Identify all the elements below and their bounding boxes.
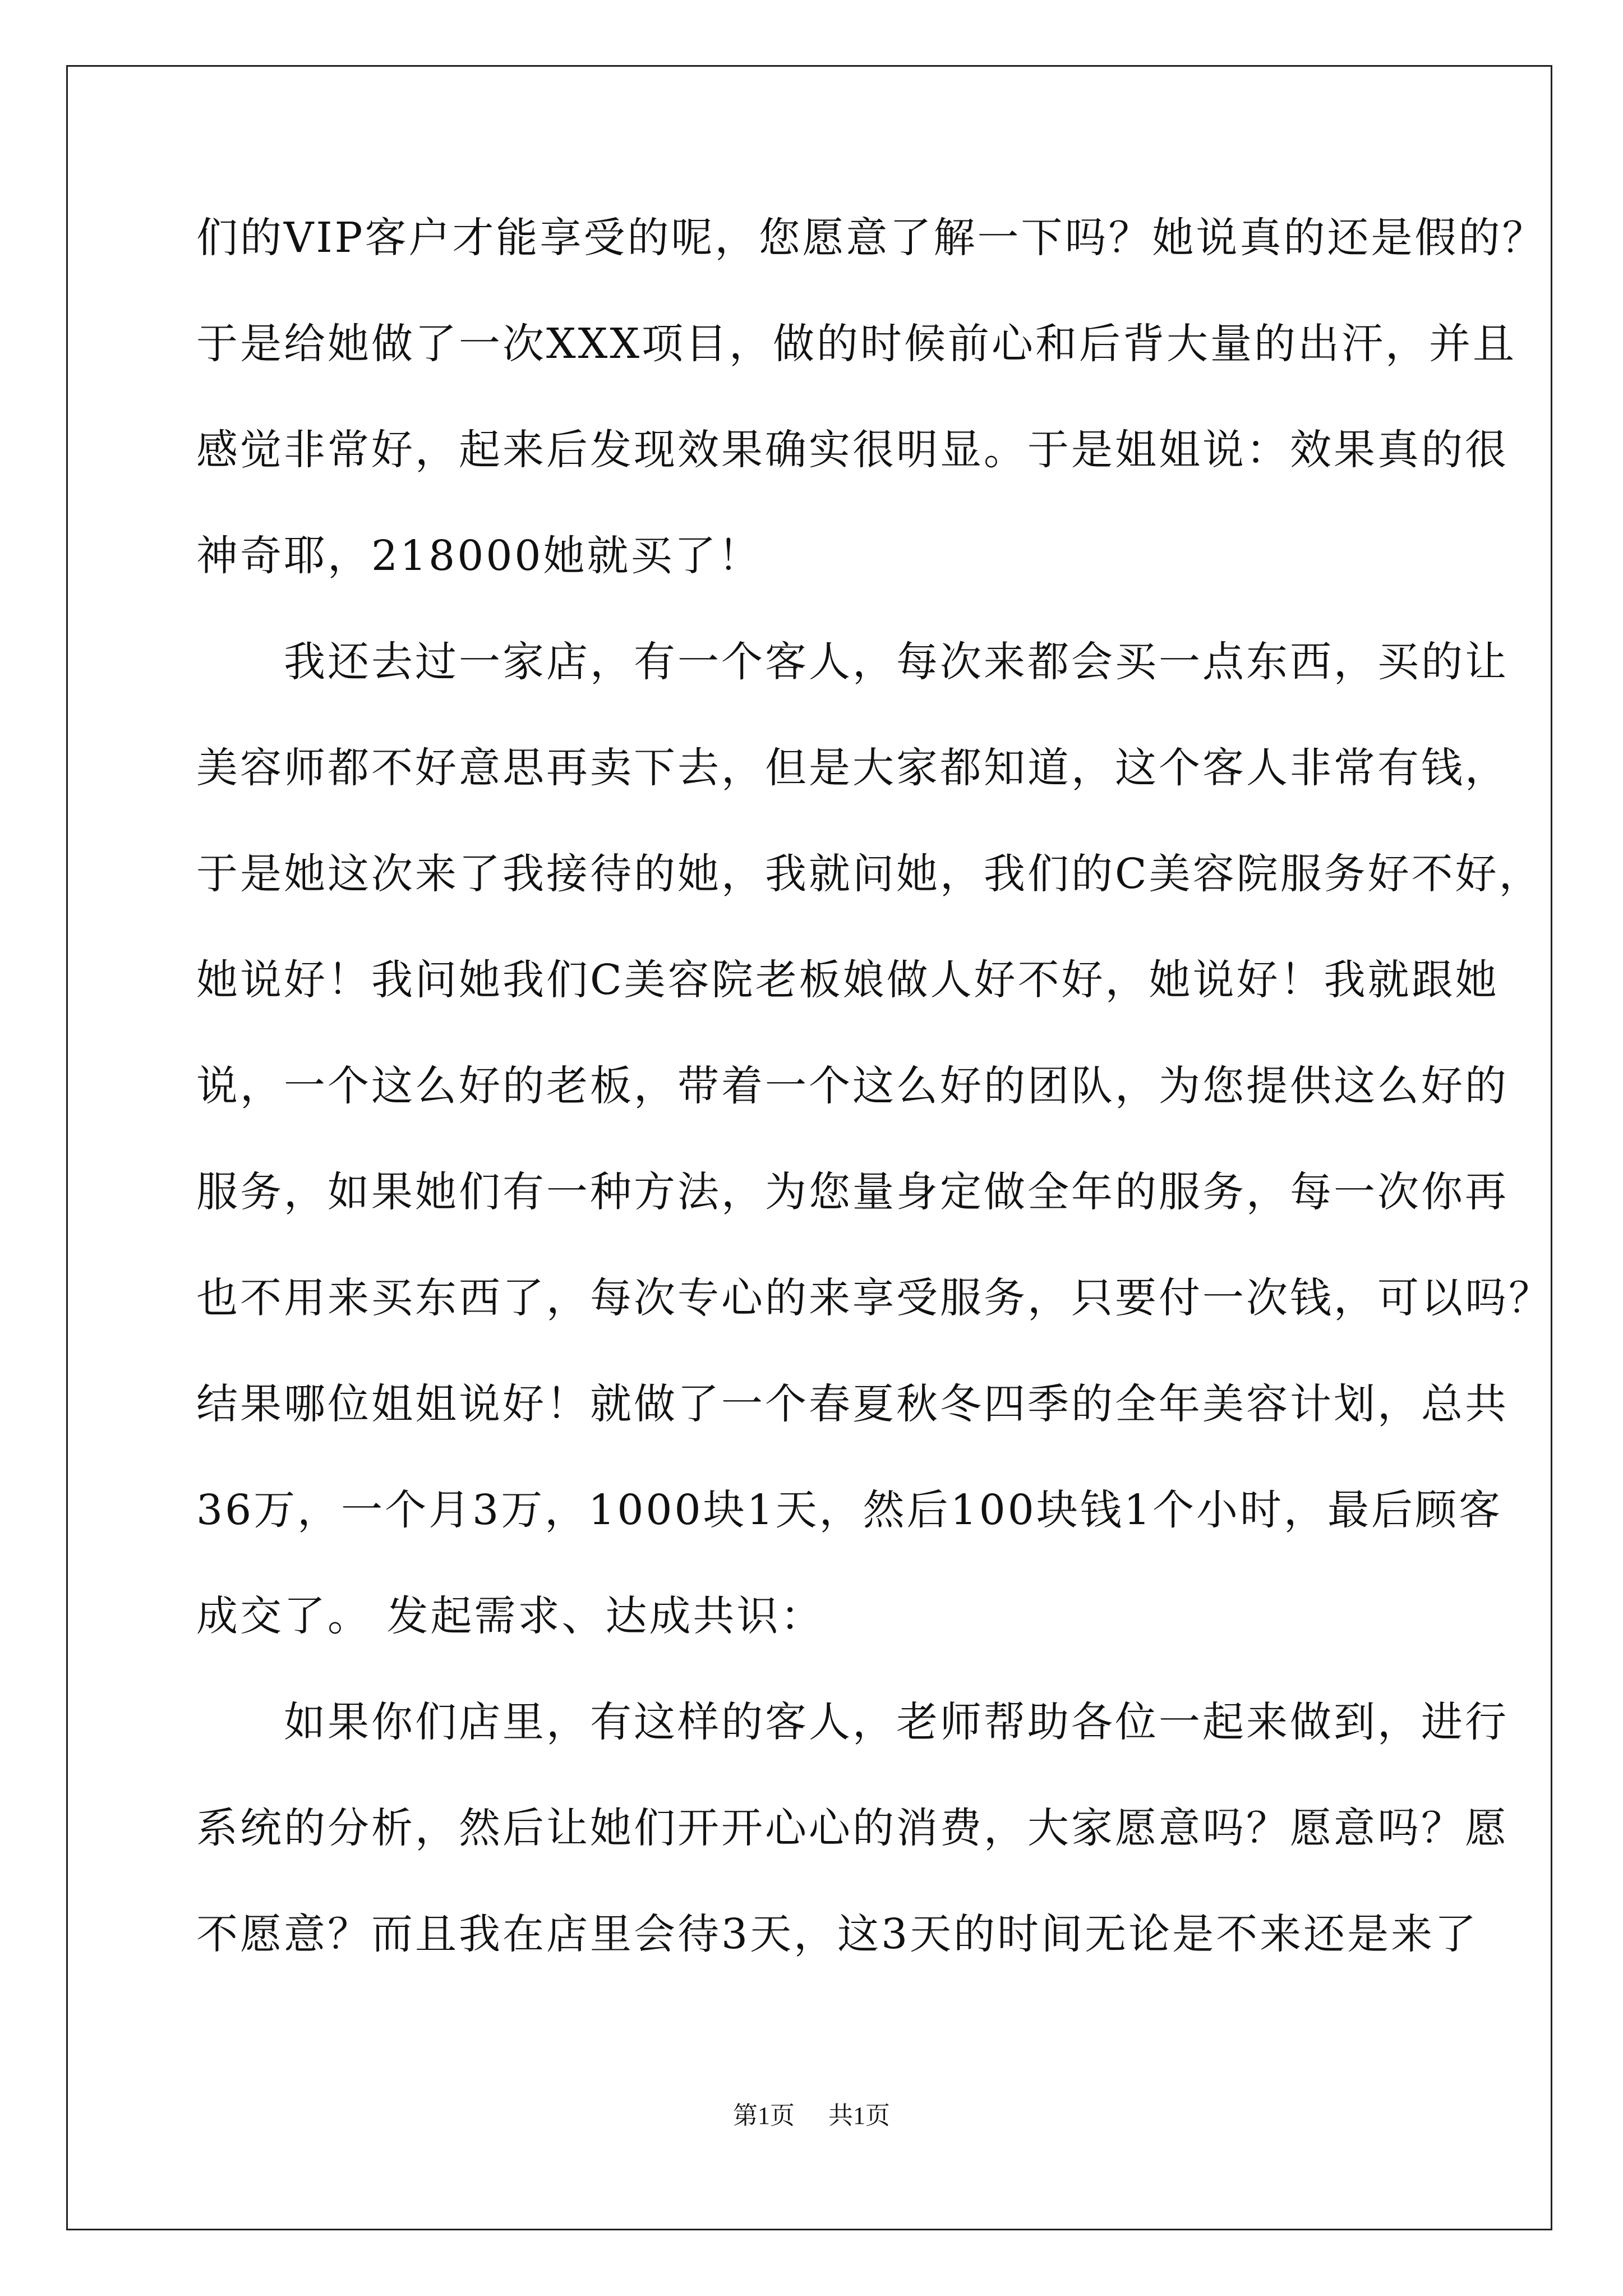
page-number: 第1页: [733, 2102, 795, 2129]
page-footer: [0, 2095, 1623, 2131]
text-line: 我还去过一家店，有一个客人，每次来都会买一点东西，买的让: [196, 638, 1509, 686]
text-line: 于是她这次来了我接待的她，我就问她，我们的C美容院服务好不好，: [196, 850, 1543, 898]
text-line: 服务，如果她们有一种方法，为您量身定做全年的服务，每一次你再: [196, 1168, 1509, 1216]
text-line: 系统的分析，然后让她们开开心心的消费，大家愿意吗？愿意吗？愿: [196, 1804, 1509, 1852]
text-line: 结果哪位姐姐说好！就做了一个春夏秋冬四季的全年美容计划，总共: [196, 1380, 1509, 1428]
text-line: 感觉非常好，起来后发现效果确实很明显。于是姐姐说：效果真的很: [196, 426, 1509, 474]
text-line: 美容师都不好意思再卖下去，但是大家都知道，这个客人非常有钱，: [196, 744, 1509, 792]
text-line: 于是给她做了一次XXX项目，做的时候前心和后背大量的出汗，并且: [196, 320, 1517, 368]
text-line: 如果你们店里，有这样的客人，老师帮助各位一起来做到，进行: [196, 1698, 1509, 1746]
text-line: 也不用来买东西了，每次专心的来享受服务，只要付一次钱，可以吗？: [196, 1274, 1552, 1322]
text-line: 36万，一个月3万，1000块1天，然后100块钱1个小时，最后顾客: [196, 1486, 1502, 1534]
text-line: 成交了。 发起需求、达成共识：: [196, 1592, 824, 1640]
text-line: 说，一个这么好的老板，带着一个这么好的团队，为您提供这么好的: [196, 1062, 1509, 1110]
document-body: [196, 185, 1552, 1987]
text-line: 们的VIP客户才能享受的呢，您愿意了解一下吗？她说真的还是假的？: [196, 214, 1546, 262]
text-line: 神奇耶，218000她就买了！: [196, 532, 762, 580]
text-line: 不愿意？而且我在店里会待3天，这3天的时间无论是不来还是来了: [196, 1910, 1479, 1958]
text-line: 她说好！我问她我们C美容院老板娘做人好不好，她说好！我就跟她: [196, 956, 1499, 1004]
page-total: 共1页: [828, 2102, 890, 2129]
